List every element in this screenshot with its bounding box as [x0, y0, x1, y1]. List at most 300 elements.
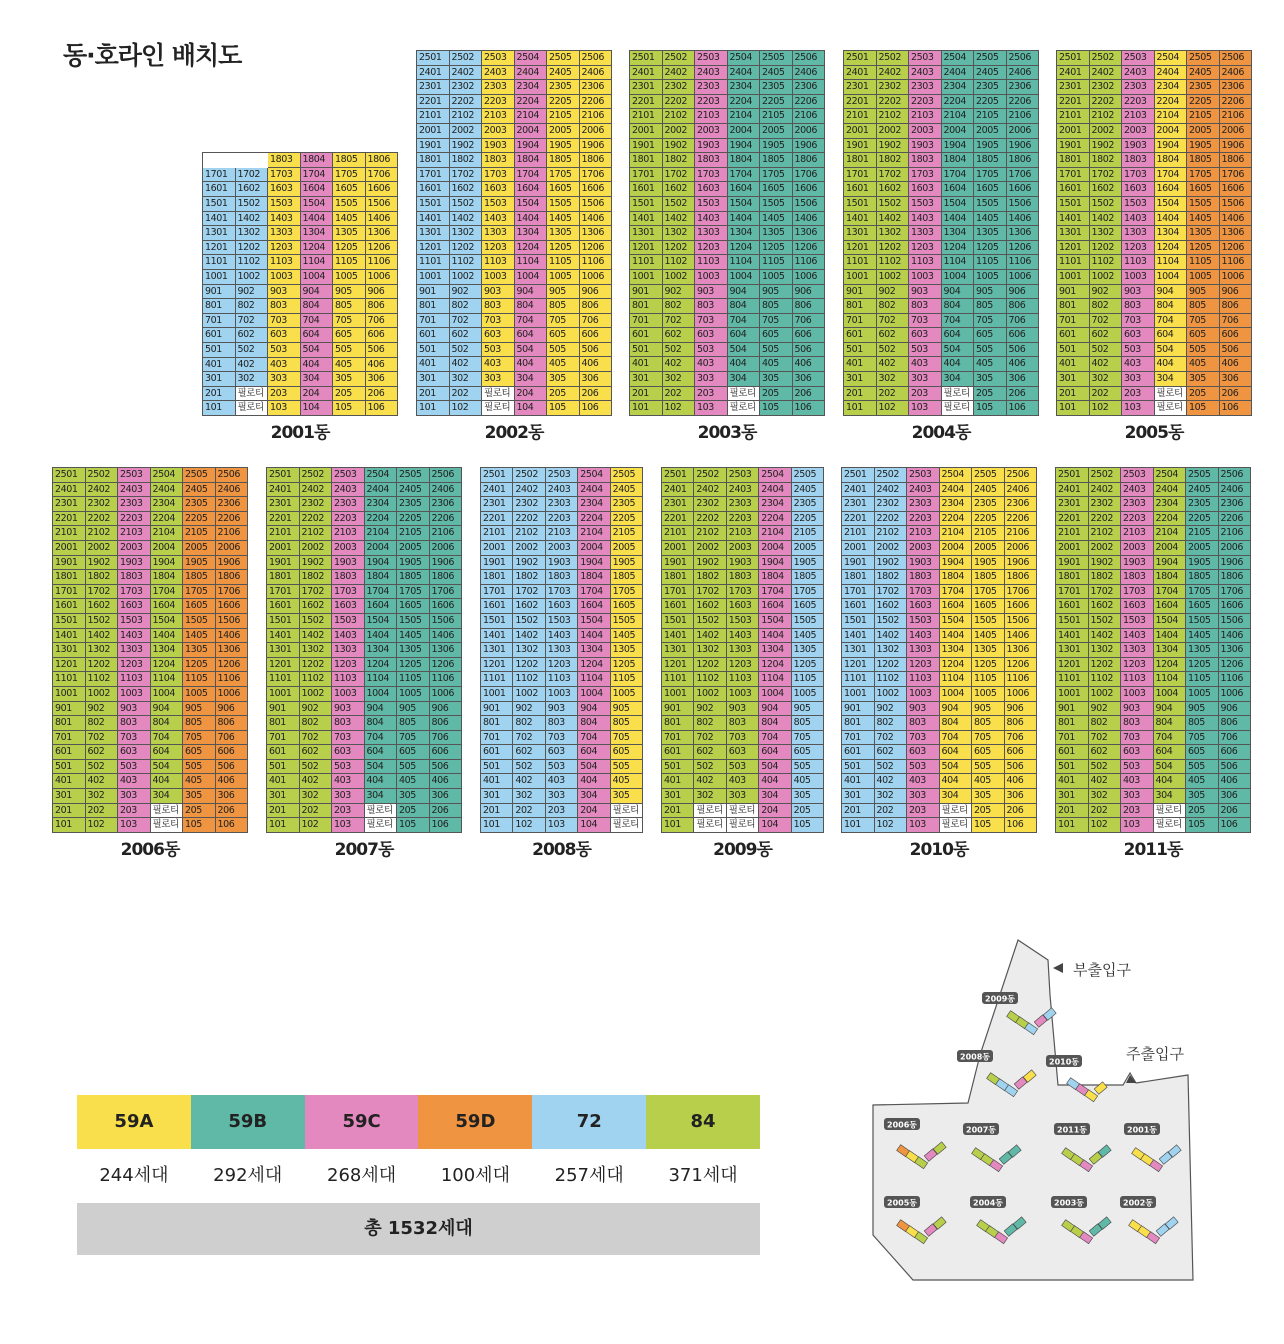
unit-cell: 2404: [365, 483, 398, 498]
unit-cell: 1405: [397, 629, 430, 644]
unit-cell: 1406: [580, 212, 613, 227]
unit-cell: 1204: [940, 658, 973, 673]
unit-cell: 806: [793, 299, 826, 314]
unit-cell: 1306: [1007, 226, 1040, 241]
unit-cell: 2001: [1056, 541, 1089, 556]
unit-cell: 1604: [940, 599, 973, 614]
unit-cell: 302: [513, 789, 545, 804]
unit-cell: 203: [118, 804, 151, 819]
unit-cell: 1705: [760, 168, 793, 183]
unit-cell: 306: [1220, 372, 1253, 387]
unit-cell: 303: [907, 789, 940, 804]
unit-cell: 1906: [1220, 139, 1253, 154]
unit-cell: 2404: [759, 483, 791, 498]
unit-cell: 702: [877, 314, 910, 329]
building-name: 2006동: [120, 840, 180, 860]
unit-cell: 1403: [1122, 212, 1155, 227]
unit-cell: 2106: [216, 526, 249, 541]
unit-cell: 1806: [793, 153, 826, 168]
unit-cell: 2103: [332, 526, 365, 541]
unit-cell: 302: [86, 789, 119, 804]
unit-cell: 403: [907, 774, 940, 789]
unit-cell: 2402: [1089, 483, 1122, 498]
unit-cell: 2103: [727, 526, 759, 541]
unit-cell: 1805: [1187, 153, 1220, 168]
unit-cell: 201: [53, 804, 86, 819]
unit-cell: 902: [513, 702, 545, 717]
unit-cell: 606: [1219, 745, 1252, 760]
unit-cell: 2403: [1122, 66, 1155, 81]
unit-cell: 1301: [662, 643, 694, 658]
unit-cell: 2106: [1007, 109, 1040, 124]
unit-cell: 2202: [86, 512, 119, 527]
unit-cell: 2302: [300, 497, 333, 512]
unit-cell: 206: [1005, 804, 1038, 819]
unit-cell: 105: [760, 401, 793, 416]
unit-cell: 2505: [547, 51, 580, 66]
unit-cell: 703: [1121, 731, 1154, 746]
building-name: 2001동: [270, 422, 330, 443]
unit-cell: 1102: [663, 255, 696, 270]
unit-cell: 2302: [663, 80, 696, 95]
unit-cell: 902: [694, 702, 726, 717]
unit-cell: 302: [450, 372, 483, 387]
map-label-text: 2007동: [966, 1125, 996, 1135]
unit-cell: 906: [366, 285, 399, 300]
unit-cell: 1602: [236, 182, 269, 197]
unit-cell: 605: [792, 745, 824, 760]
unit-cell: 1803: [727, 570, 759, 585]
unit-cell: 1203: [118, 658, 151, 673]
unit-cell: 2401: [662, 483, 694, 498]
unit-cell: 1104: [578, 672, 610, 687]
unit-cell: 904: [942, 285, 975, 300]
unit-cell: 2305: [547, 80, 580, 95]
unit-cell: 2302: [513, 497, 545, 512]
unit-cell: 1802: [663, 153, 696, 168]
unit-cell: 1104: [942, 255, 975, 270]
unit-cell: 2304: [365, 497, 398, 512]
unit-cell: 2001: [662, 541, 694, 556]
unit-cell: 1902: [513, 556, 545, 571]
unit-cell: 1602: [877, 182, 910, 197]
unit-cell: 2506: [1219, 468, 1252, 483]
unit-cell: 2102: [875, 526, 908, 541]
unit-cell: 705: [547, 314, 580, 329]
unit-cell: 106: [1220, 401, 1253, 416]
unit-cell: 602: [450, 328, 483, 343]
unit-cell: 1403: [695, 212, 728, 227]
unit-cell: 1306: [793, 226, 826, 241]
unit-cell: 402: [663, 357, 696, 372]
unit-cell: 303: [1122, 372, 1155, 387]
unit-cell: 1701: [267, 585, 300, 600]
unit-cell: 1905: [972, 556, 1005, 571]
unit-cell: 1303: [546, 643, 578, 658]
building-2009동: [661, 467, 824, 860]
unit-cell: 1005: [760, 270, 793, 285]
unit-cell: 1501: [1057, 197, 1090, 212]
unit-cell: 1002: [513, 687, 545, 702]
unit-cell: 1802: [1089, 570, 1122, 585]
unit-cell: 2403: [695, 66, 728, 81]
unit-cell: 1206: [216, 658, 249, 673]
unit-cell: 901: [844, 285, 877, 300]
unit-cell: 1405: [972, 629, 1005, 644]
unit-cell: 305: [1186, 789, 1219, 804]
unit-cell: 1505: [397, 614, 430, 629]
unit-cell: 901: [1056, 702, 1089, 717]
unit-cell: 1204: [942, 241, 975, 256]
unit-cell: 1404: [578, 629, 610, 644]
unit-cell: 1806: [216, 570, 249, 585]
unit-cell: 406: [1005, 774, 1038, 789]
unit-cell: 1605: [972, 599, 1005, 614]
unit-cell: 601: [630, 328, 663, 343]
unit-cell: 602: [1089, 745, 1122, 760]
unit-cell: 501: [1056, 760, 1089, 775]
unit-cell: 1302: [877, 226, 910, 241]
unit-cell: 806: [1007, 299, 1040, 314]
unit-cell: 2206: [1007, 95, 1040, 110]
unit-cell: 503: [118, 760, 151, 775]
unit-cell: 702: [236, 314, 269, 329]
unit-cell: 2503: [909, 51, 942, 66]
unit-cell: 401: [417, 357, 450, 372]
unit-cell: 1201: [844, 241, 877, 256]
unit-cell: 904: [728, 285, 761, 300]
unit-cell: 1903: [118, 556, 151, 571]
unit-cell: 1801: [267, 570, 300, 585]
unit-cell: 2301: [662, 497, 694, 512]
unit-cell: 2001: [417, 124, 450, 139]
unit-cell: 2003: [727, 541, 759, 556]
unit-cell: 1001: [267, 687, 300, 702]
unit-cell: 2406: [793, 66, 826, 81]
unit-cell: 2503: [118, 468, 151, 483]
unit-cell: 701: [203, 314, 236, 329]
unit-cell: 305: [792, 789, 824, 804]
unit-cell: 1804: [728, 153, 761, 168]
pilotis-cell: 필로티: [236, 401, 269, 416]
unit-cell: 2205: [792, 512, 824, 527]
unit-cell: 2404: [151, 483, 184, 498]
unit-cell: 1904: [942, 139, 975, 154]
unit-cell: 604: [578, 745, 610, 760]
building-2008동: [480, 467, 643, 860]
unit-cell: 604: [728, 328, 761, 343]
unit-cell: 2205: [397, 512, 430, 527]
unit-cell: 2104: [1155, 109, 1188, 124]
unit-cell: 1703: [727, 585, 759, 600]
unit-cell: 303: [332, 789, 365, 804]
unit-cell: 603: [727, 745, 759, 760]
unit-cell: 601: [1057, 328, 1090, 343]
unit-cell: 1601: [662, 599, 694, 614]
unit-cell: 301: [417, 372, 450, 387]
unit-cell: 302: [1090, 372, 1123, 387]
unit-cell: 401: [267, 774, 300, 789]
unit-cell: 503: [907, 760, 940, 775]
pilotis-cell: 필로티: [151, 804, 184, 819]
unit-cell: 2004: [1155, 124, 1188, 139]
unit-cell: 2201: [842, 512, 875, 527]
unit-cell: 504: [151, 760, 184, 775]
unit-cell: 201: [267, 804, 300, 819]
unit-cell: 1002: [300, 687, 333, 702]
unit-cell: 1801: [844, 153, 877, 168]
unit-cell: 502: [694, 760, 726, 775]
unit-cell: 1504: [759, 614, 791, 629]
unit-cell: 1005: [972, 687, 1005, 702]
unit-cell: 1503: [1121, 614, 1154, 629]
pilotis-cell: 필로티: [728, 387, 761, 402]
unit-cell: 2306: [430, 497, 463, 512]
unit-cell: 1404: [515, 212, 548, 227]
unit-cell: 1501: [844, 197, 877, 212]
unit-cell: 1905: [792, 556, 824, 571]
unit-cell: 303: [1121, 789, 1154, 804]
unit-cell: 505: [1187, 343, 1220, 358]
unit-cell: 1001: [662, 687, 694, 702]
unit-cell: 1003: [1121, 687, 1154, 702]
map-label-text: 2005동: [887, 1198, 917, 1208]
unit-cell: 1004: [759, 687, 791, 702]
unit-cell: 803: [909, 299, 942, 314]
unit-cell: 401: [1056, 774, 1089, 789]
unit-cell: 1404: [1155, 212, 1188, 227]
unit-cell: 1205: [1187, 241, 1220, 256]
unit-cell: 401: [844, 357, 877, 372]
unit-cell: 2301: [267, 497, 300, 512]
unit-cell: 904: [1154, 702, 1187, 717]
unit-grid: [1056, 50, 1252, 416]
unit-cell: 703: [546, 731, 578, 746]
unit-cell: 1403: [482, 212, 515, 227]
unit-cell: 202: [1089, 804, 1122, 819]
unit-cell: 1704: [578, 585, 610, 600]
unit-cell: 1905: [397, 556, 430, 571]
unit-cell: 1602: [694, 599, 726, 614]
unit-cell: 2105: [972, 526, 1005, 541]
unit-cell: 2405: [547, 66, 580, 81]
unit-cell: 805: [547, 299, 580, 314]
unit-cell: 701: [267, 731, 300, 746]
unit-cell: 2501: [481, 468, 513, 483]
unit-cell: 105: [974, 401, 1007, 416]
unit-cell: 1701: [1056, 585, 1089, 600]
unit-cell: 504: [759, 760, 791, 775]
unit-cell: 2101: [417, 109, 450, 124]
unit-cell: 1806: [580, 153, 613, 168]
building-name: 2007동: [334, 840, 394, 860]
pilotis-cell: 필로티: [1154, 804, 1187, 819]
unit-cell: 1404: [759, 629, 791, 644]
unit-cell: 705: [1187, 314, 1220, 329]
unit-cell: 1902: [875, 556, 908, 571]
unit-cell: 402: [450, 357, 483, 372]
unit-cell: 401: [203, 358, 236, 373]
building-2007동: [266, 467, 462, 860]
unit-cell: 1705: [974, 168, 1007, 183]
unit-cell: 2406: [1005, 483, 1038, 498]
unit-cell: 701: [53, 731, 86, 746]
unit-cell: 502: [663, 343, 696, 358]
unit-cell: 801: [630, 299, 663, 314]
unit-cell: 1301: [203, 226, 236, 241]
unit-cell: 506: [1220, 343, 1253, 358]
unit-cell: 1006: [793, 270, 826, 285]
unit-cell: 1505: [1186, 614, 1219, 629]
secondary-entrance-label: 부출입구: [1073, 961, 1131, 979]
unit-cell: 302: [875, 789, 908, 804]
unit-cell: 603: [695, 328, 728, 343]
unit-cell: 1304: [1154, 643, 1187, 658]
unit-cell: 2106: [430, 526, 463, 541]
unit-cell: 602: [663, 328, 696, 343]
unit-cell: 102: [513, 818, 545, 833]
unit-cell: 1602: [663, 182, 696, 197]
unit-cell: 403: [727, 774, 759, 789]
unit-cell: 303: [268, 372, 301, 387]
unit-cell: 2502: [1090, 51, 1123, 66]
unit-cell: 2002: [663, 124, 696, 139]
unit-cell: 1003: [695, 270, 728, 285]
unit-cell: 1302: [300, 643, 333, 658]
unit-cell: 301: [662, 789, 694, 804]
unit-cell: 501: [417, 343, 450, 358]
unit-cell: 1405: [1186, 629, 1219, 644]
unit-cell: 2201: [267, 512, 300, 527]
unit-cell: 802: [694, 716, 726, 731]
unit-cell: 2205: [760, 95, 793, 110]
unit-cell: 1704: [759, 585, 791, 600]
unit-cell: 702: [300, 731, 333, 746]
unit-cell: 602: [513, 745, 545, 760]
unit-cell: 503: [909, 343, 942, 358]
unit-cell: 2504: [759, 468, 791, 483]
unit-cell: 2301: [844, 80, 877, 95]
unit-cell: 2403: [482, 66, 515, 81]
unit-cell: 404: [578, 774, 610, 789]
unit-cell: 1005: [547, 270, 580, 285]
unit-cell: 2204: [1155, 95, 1188, 110]
unit-cell: 901: [481, 702, 513, 717]
unit-cell: 902: [1090, 285, 1123, 300]
unit-cell: 903: [727, 702, 759, 717]
unit-cell: 1901: [481, 556, 513, 571]
unit-cell: 705: [397, 731, 430, 746]
unit-cell: 2406: [216, 483, 249, 498]
unit-cell: 1604: [578, 599, 610, 614]
unit-cell: 103: [546, 818, 578, 833]
unit-cell: 2005: [1186, 541, 1219, 556]
unit-cell: 806: [1220, 299, 1253, 314]
unit-cell: 802: [877, 299, 910, 314]
unit-cell: 704: [365, 731, 398, 746]
unit-cell: 2506: [1007, 51, 1040, 66]
unit-cell: 2303: [546, 497, 578, 512]
unit-cell: 1605: [792, 599, 824, 614]
map-label-text: 2011동: [1057, 1125, 1087, 1135]
unit-cell: 1202: [450, 241, 483, 256]
unit-cell: 404: [942, 357, 975, 372]
unit-cell: 1005: [397, 687, 430, 702]
unit-cell: 2306: [793, 80, 826, 95]
unit-cell: 1205: [974, 241, 1007, 256]
unit-cell: 2406: [430, 483, 463, 498]
unit-cell: 101: [844, 401, 877, 416]
unit-cell: 1404: [301, 212, 334, 227]
unit-cell: 2103: [546, 526, 578, 541]
unit-cell: 1501: [417, 197, 450, 212]
unit-cell: 1204: [301, 241, 334, 256]
unit-cell: 1206: [1220, 241, 1253, 256]
pilotis-cell: 필로티: [611, 804, 643, 819]
unit-cell: 205: [333, 387, 366, 402]
unit-cell: 1404: [1154, 629, 1187, 644]
unit-cell: 702: [86, 731, 119, 746]
unit-cell: 2504: [151, 468, 184, 483]
unit-cell: 704: [1155, 314, 1188, 329]
unit-cell: 1604: [759, 599, 791, 614]
unit-cell: 104: [301, 401, 334, 416]
unit-cell: 801: [481, 716, 513, 731]
unit-cell: 2006: [216, 541, 249, 556]
unit-cell: 703: [268, 314, 301, 329]
unit-cell: 801: [417, 299, 450, 314]
unit-cell: 1603: [482, 182, 515, 197]
unit-cell: 801: [203, 299, 236, 314]
unit-cell: 1505: [972, 614, 1005, 629]
unit-cell: 302: [1089, 789, 1122, 804]
unit-cell: 2006: [793, 124, 826, 139]
unit-cell: 1405: [1187, 212, 1220, 227]
unit-cell: 1706: [216, 585, 249, 600]
unit-cell: 705: [333, 314, 366, 329]
unit-cell: 1906: [1007, 139, 1040, 154]
unit-cell: 1406: [1220, 212, 1253, 227]
unit-cell: 105: [547, 401, 580, 416]
unit-cell: 301: [481, 789, 513, 804]
unit-cell: 1904: [1154, 556, 1187, 571]
unit-cell: 1702: [86, 585, 119, 600]
unit-cell: 602: [86, 745, 119, 760]
unit-cell: 903: [482, 285, 515, 300]
unit-cell: 1004: [301, 270, 334, 285]
unit-cell: 1302: [1090, 226, 1123, 241]
unit-cell: 2402: [300, 483, 333, 498]
unit-cell: 2105: [792, 526, 824, 541]
unit-cell: 1306: [216, 643, 249, 658]
unit-cell: 1806: [1005, 570, 1038, 585]
unit-cell: 1203: [546, 658, 578, 673]
unit-cell: 1905: [611, 556, 643, 571]
unit-cell: 102: [1089, 818, 1122, 833]
unit-cell: 601: [203, 328, 236, 343]
unit-cell: 1904: [1155, 139, 1188, 154]
unit-cell: 304: [942, 372, 975, 387]
unit-cell: 205: [183, 804, 216, 819]
unit-cell: 1105: [760, 255, 793, 270]
unit-cell: 1403: [907, 629, 940, 644]
unit-cell: 402: [300, 774, 333, 789]
building-2001동: [202, 152, 398, 443]
unit-cell: 2301: [417, 80, 450, 95]
unit-cell: 804: [301, 299, 334, 314]
unit-cell: 1104: [728, 255, 761, 270]
unit-cell: 501: [844, 343, 877, 358]
